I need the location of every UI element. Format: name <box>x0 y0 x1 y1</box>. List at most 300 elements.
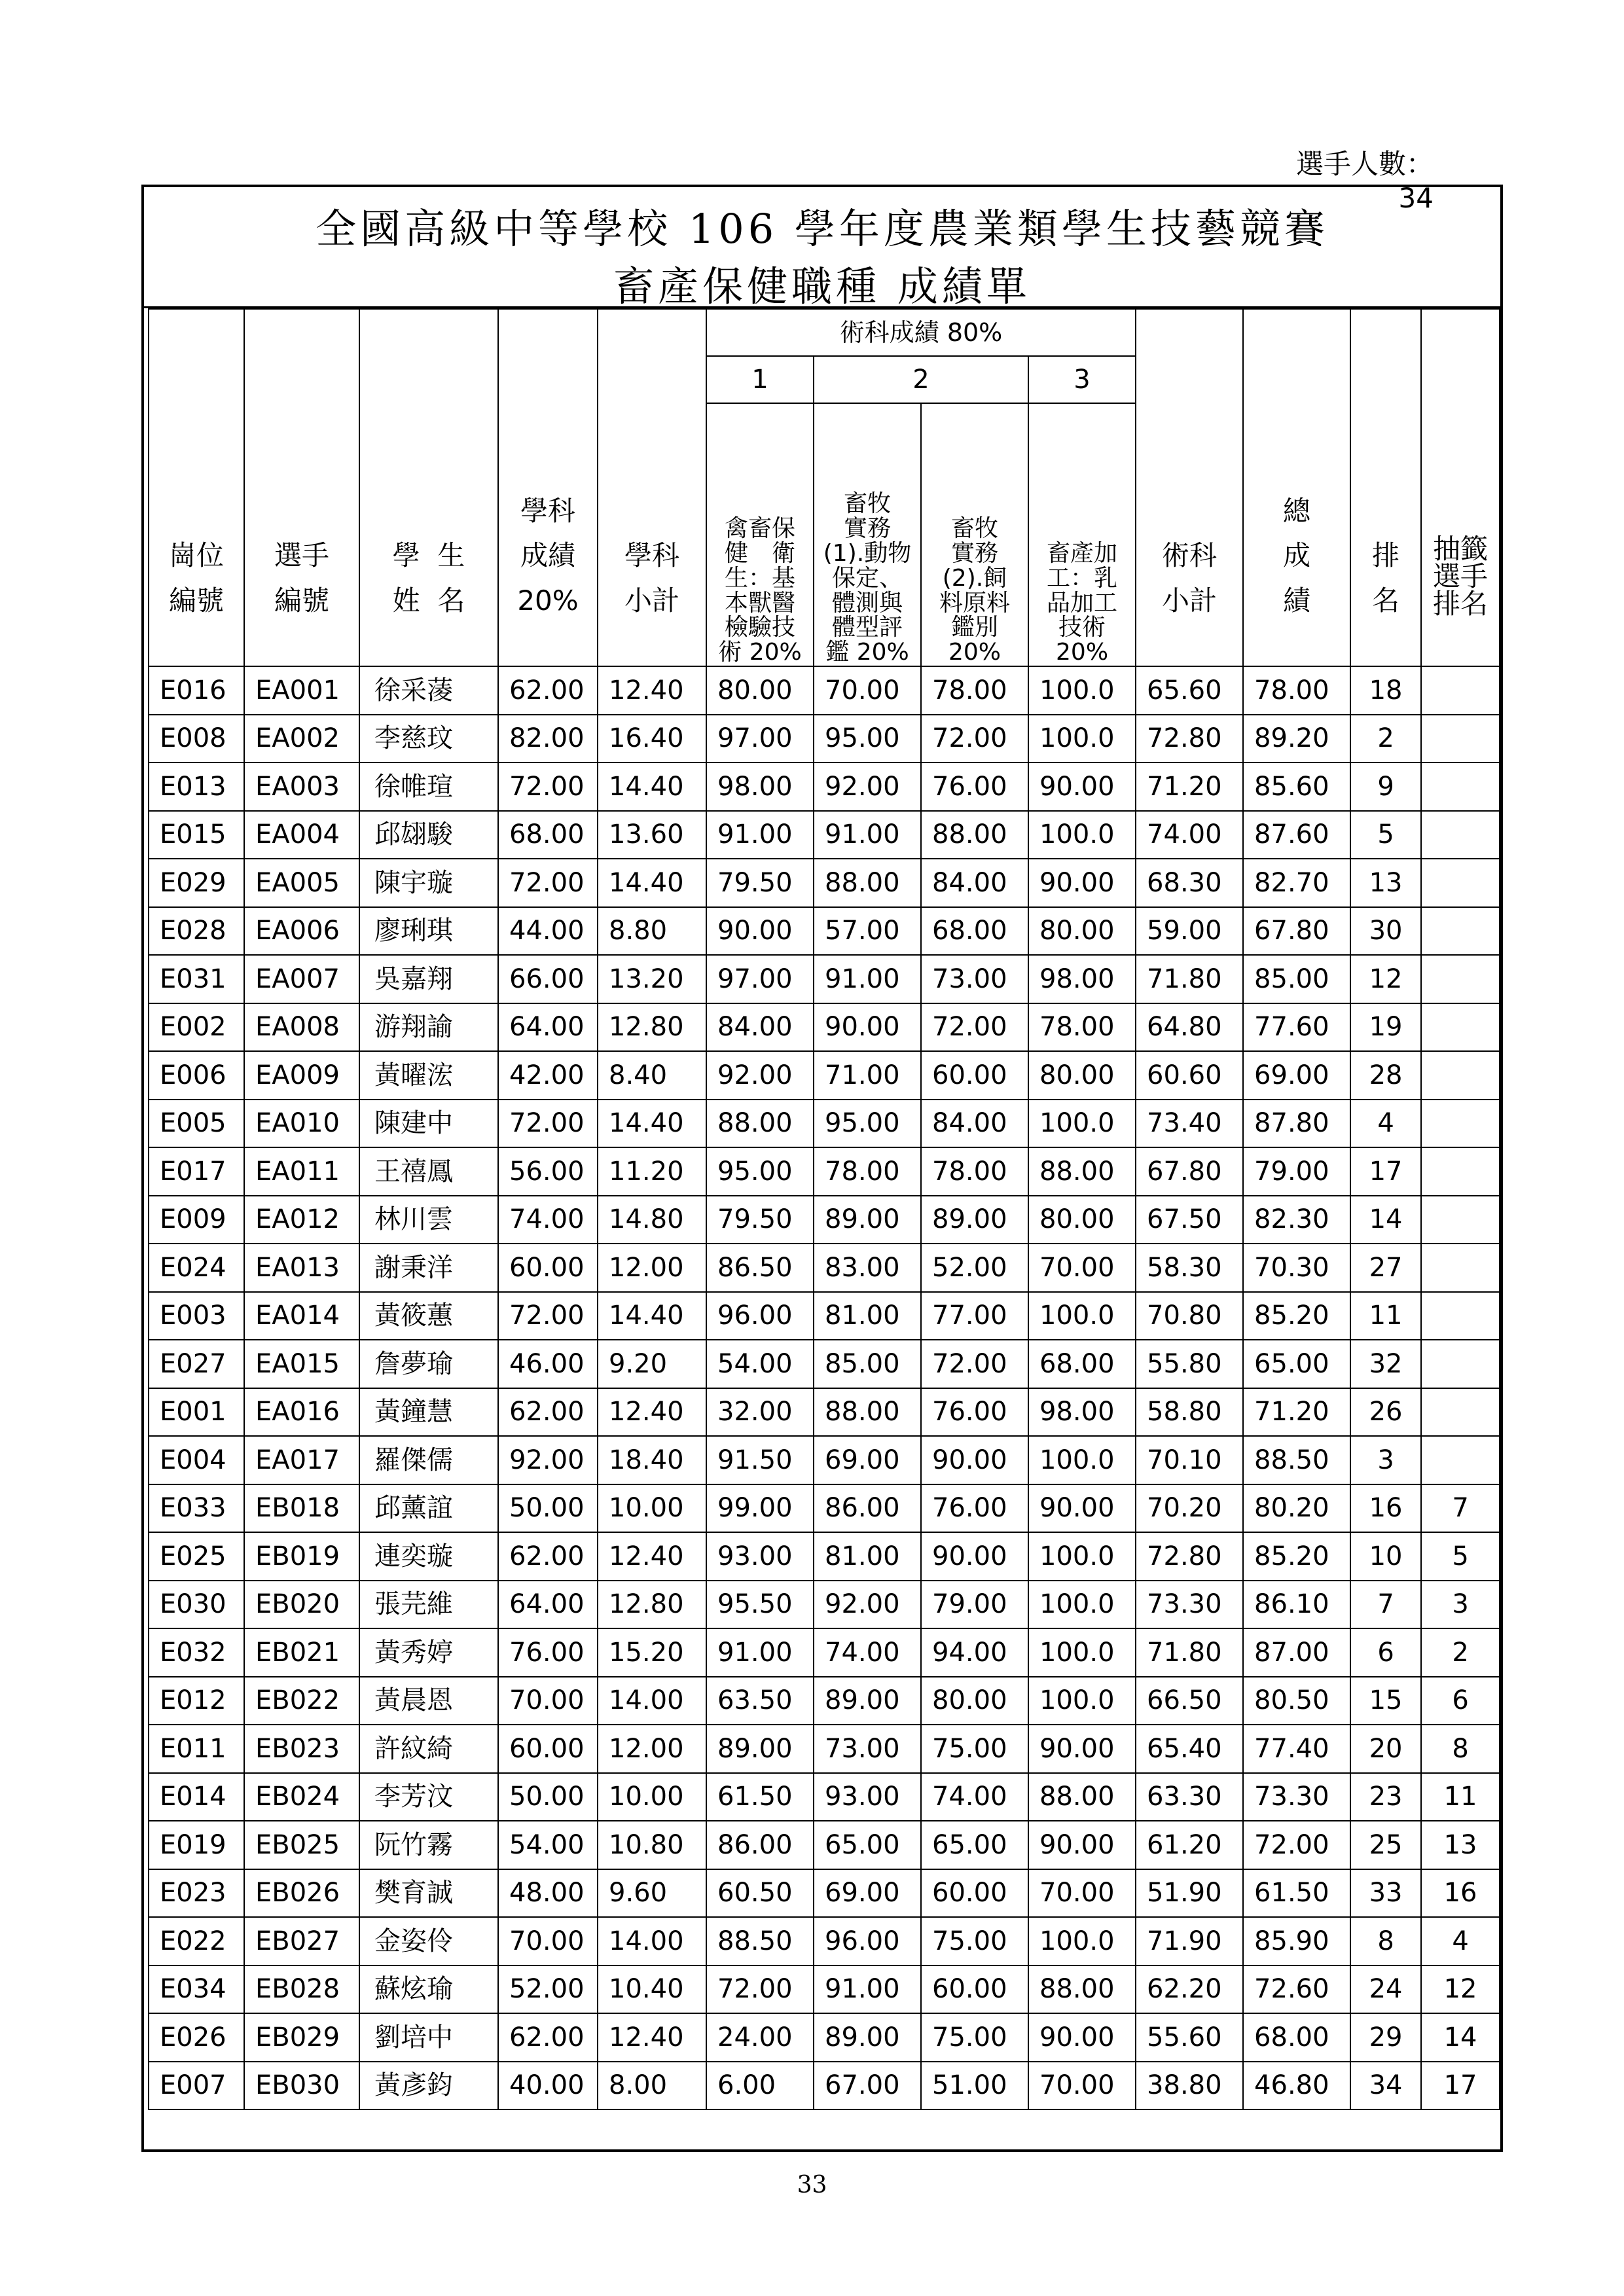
cell-player-no: EA006 <box>244 907 359 956</box>
cell-item2a-score: 96.00 <box>814 1917 921 1965</box>
cell-player-no: EB025 <box>244 1821 359 1869</box>
cell-academic-subtotal: 14.40 <box>598 762 706 811</box>
cell-draw-rank: 2 <box>1421 1628 1500 1677</box>
cell-draw-rank <box>1421 762 1500 811</box>
cell-student-name: 黃晨恩 <box>359 1677 498 1725</box>
cell-practical-subtotal: 51.90 <box>1136 1869 1243 1918</box>
table-row <box>149 715 1500 763</box>
cell-practical-subtotal: 71.90 <box>1136 1917 1243 1965</box>
cell-academic-subtotal: 10.40 <box>598 1965 706 2014</box>
cell-item2a-score: 89.00 <box>814 1677 921 1725</box>
cell-item2b-score: 60.00 <box>921 1869 1028 1918</box>
cell-player-no: EA008 <box>244 1003 359 1052</box>
cell-item2a-score: 69.00 <box>814 1869 921 1918</box>
cell-total-score: 85.60 <box>1243 762 1350 811</box>
cell-post-no: E026 <box>149 2013 244 2062</box>
cell-draw-rank <box>1421 1100 1500 1148</box>
cell-academic-subtotal: 14.40 <box>598 1292 706 1340</box>
cell-academic-subtotal: 9.20 <box>598 1340 706 1388</box>
header-item-3: 3 <box>1028 356 1136 403</box>
cell-academic-subtotal: 12.40 <box>598 1388 706 1437</box>
cell-item2b-score: 77.00 <box>921 1292 1028 1340</box>
cell-player-no: EA001 <box>244 666 359 715</box>
cell-item1-score: 88.50 <box>706 1917 814 1965</box>
cell-post-no: E023 <box>149 1869 244 1918</box>
cell-item2a-score: 91.00 <box>814 1965 921 2014</box>
cell-item2a-score: 73.00 <box>814 1725 921 1773</box>
cell-item1-score: 86.50 <box>706 1244 814 1292</box>
cell-total-score: 65.00 <box>1243 1340 1350 1388</box>
cell-rank: 28 <box>1350 1051 1421 1100</box>
cell-academic-score: 72.00 <box>498 762 598 811</box>
cell-draw-rank: 14 <box>1421 2013 1500 2062</box>
cell-item2a-score: 70.00 <box>814 666 921 715</box>
cell-practical-subtotal: 55.60 <box>1136 2013 1243 2062</box>
cell-item2b-score: 60.00 <box>921 1051 1028 1100</box>
cell-practical-subtotal: 65.40 <box>1136 1725 1243 1773</box>
header-draw-rank: 抽籤 選手 排名 <box>1421 309 1500 666</box>
cell-academic-subtotal: 13.20 <box>598 955 706 1003</box>
cell-practical-subtotal: 67.80 <box>1136 1147 1243 1196</box>
cell-draw-rank: 13 <box>1421 1821 1500 1869</box>
cell-academic-score: 42.00 <box>498 1051 598 1100</box>
cell-practical-subtotal: 71.80 <box>1136 955 1243 1003</box>
cell-draw-rank <box>1421 1388 1500 1437</box>
cell-rank: 7 <box>1350 1581 1421 1629</box>
cell-academic-score: 72.00 <box>498 1292 598 1340</box>
cell-item2a-score: 81.00 <box>814 1292 921 1340</box>
table-row <box>149 1147 1500 1196</box>
cell-practical-subtotal: 67.50 <box>1136 1196 1243 1244</box>
cell-academic-score: 70.00 <box>498 1677 598 1725</box>
cell-item3-score: 70.00 <box>1028 1244 1136 1292</box>
cell-practical-subtotal: 66.50 <box>1136 1677 1243 1725</box>
cell-item2a-score: 57.00 <box>814 907 921 956</box>
cell-item2a-score: 83.00 <box>814 1244 921 1292</box>
cell-total-score: 70.30 <box>1243 1244 1350 1292</box>
table-row <box>149 1244 1500 1292</box>
cell-item1-score: 80.00 <box>706 666 814 715</box>
cell-rank: 8 <box>1350 1917 1421 1965</box>
cell-post-no: E030 <box>149 1581 244 1629</box>
cell-player-no: EB021 <box>244 1628 359 1677</box>
cell-student-name: 林川雲 <box>359 1196 498 1244</box>
cell-item1-score: 92.00 <box>706 1051 814 1100</box>
cell-post-no: E002 <box>149 1003 244 1052</box>
cell-item1-score: 93.00 <box>706 1532 814 1581</box>
table-row <box>149 1532 1500 1581</box>
cell-item2b-score: 73.00 <box>921 955 1028 1003</box>
cell-post-no: E003 <box>149 1292 244 1340</box>
cell-item2a-score: 71.00 <box>814 1051 921 1100</box>
cell-academic-score: 54.00 <box>498 1821 598 1869</box>
cell-draw-rank <box>1421 1051 1500 1100</box>
cell-practical-subtotal: 62.20 <box>1136 1965 1243 2014</box>
table-row <box>149 1340 1500 1388</box>
cell-draw-rank: 4 <box>1421 1917 1500 1965</box>
cell-item3-score: 100.0 <box>1028 1436 1136 1484</box>
cell-item3-score: 100.0 <box>1028 1292 1136 1340</box>
table-row <box>149 907 1500 956</box>
cell-item3-score: 100.0 <box>1028 811 1136 859</box>
cell-student-name: 樊育誠 <box>359 1869 498 1918</box>
cell-item3-score: 98.00 <box>1028 1388 1136 1437</box>
cell-item3-score: 70.00 <box>1028 1869 1136 1918</box>
cell-academic-subtotal: 10.00 <box>598 1484 706 1533</box>
cell-item3-score: 100.0 <box>1028 1628 1136 1677</box>
cell-player-no: EA017 <box>244 1436 359 1484</box>
cell-practical-subtotal: 58.30 <box>1136 1244 1243 1292</box>
cell-rank: 29 <box>1350 2013 1421 2062</box>
cell-academic-subtotal: 11.20 <box>598 1147 706 1196</box>
cell-item1-score: 91.00 <box>706 811 814 859</box>
cell-item2b-score: 74.00 <box>921 1773 1028 1821</box>
page-number: 33 <box>797 2172 827 2198</box>
cell-item3-score: 100.0 <box>1028 1917 1136 1965</box>
cell-item1-score: 63.50 <box>706 1677 814 1725</box>
cell-student-name: 詹夢瑜 <box>359 1340 498 1388</box>
header-total-score: 總 成 績 <box>1243 309 1350 666</box>
cell-post-no: E015 <box>149 811 244 859</box>
cell-draw-rank <box>1421 1003 1500 1052</box>
cell-student-name: 謝秉洋 <box>359 1244 498 1292</box>
cell-player-no: EA010 <box>244 1100 359 1148</box>
cell-item1-score: 97.00 <box>706 955 814 1003</box>
cell-total-score: 46.80 <box>1243 2062 1350 2110</box>
cell-item1-score: 98.00 <box>706 762 814 811</box>
cell-rank: 12 <box>1350 955 1421 1003</box>
cell-draw-rank: 8 <box>1421 1725 1500 1773</box>
cell-draw-rank <box>1421 666 1500 715</box>
table-row <box>149 1388 1500 1437</box>
cell-item3-score: 78.00 <box>1028 1003 1136 1052</box>
cell-academic-subtotal: 14.80 <box>598 1196 706 1244</box>
cell-draw-rank <box>1421 811 1500 859</box>
cell-academic-subtotal: 16.40 <box>598 715 706 763</box>
cell-practical-subtotal: 65.60 <box>1136 666 1243 715</box>
cell-post-no: E006 <box>149 1051 244 1100</box>
cell-item1-score: 84.00 <box>706 1003 814 1052</box>
cell-student-name: 李慈玟 <box>359 715 498 763</box>
cell-student-name: 劉培中 <box>359 2013 498 2062</box>
cell-academic-subtotal: 12.40 <box>598 1532 706 1581</box>
cell-rank: 4 <box>1350 1100 1421 1148</box>
cell-player-no: EA012 <box>244 1196 359 1244</box>
cell-item3-score: 80.00 <box>1028 1196 1136 1244</box>
cell-student-name: 吳嘉翔 <box>359 955 498 1003</box>
cell-item1-score: 96.00 <box>706 1292 814 1340</box>
cell-player-no: EA003 <box>244 762 359 811</box>
cell-academic-score: 62.00 <box>498 1388 598 1437</box>
cell-student-name: 廖琍琪 <box>359 907 498 956</box>
cell-player-no: EB026 <box>244 1869 359 1918</box>
cell-rank: 6 <box>1350 1628 1421 1677</box>
cell-player-no: EA002 <box>244 715 359 763</box>
table-row <box>149 1196 1500 1244</box>
cell-academic-score: 44.00 <box>498 907 598 956</box>
cell-rank: 23 <box>1350 1773 1421 1821</box>
cell-total-score: 85.90 <box>1243 1917 1350 1965</box>
cell-item1-score: 79.50 <box>706 1196 814 1244</box>
header-item2b-desc: 畜牧 實務 (2).飼 料原料 鑑別 20% <box>921 403 1028 666</box>
cell-total-score: 82.30 <box>1243 1196 1350 1244</box>
cell-item3-score: 88.00 <box>1028 1965 1136 2014</box>
cell-item1-score: 24.00 <box>706 2013 814 2062</box>
cell-academic-score: 62.00 <box>498 666 598 715</box>
cell-student-name: 徐采蓤 <box>359 666 498 715</box>
cell-post-no: E009 <box>149 1196 244 1244</box>
cell-practical-subtotal: 38.80 <box>1136 2062 1243 2110</box>
cell-draw-rank: 16 <box>1421 1869 1500 1918</box>
participant-count: 選手人數：34 <box>1295 148 1434 214</box>
cell-total-score: 61.50 <box>1243 1869 1350 1918</box>
cell-item3-score: 98.00 <box>1028 955 1136 1003</box>
cell-total-score: 85.20 <box>1243 1532 1350 1581</box>
table-row <box>149 1051 1500 1100</box>
cell-item1-score: 99.00 <box>706 1484 814 1533</box>
cell-draw-rank <box>1421 955 1500 1003</box>
cell-item2b-score: 72.00 <box>921 715 1028 763</box>
cell-item3-score: 90.00 <box>1028 2013 1136 2062</box>
cell-item2a-score: 92.00 <box>814 1581 921 1629</box>
cell-student-name: 金姿伶 <box>359 1917 498 1965</box>
cell-total-score: 72.00 <box>1243 1821 1350 1869</box>
cell-total-score: 78.00 <box>1243 666 1350 715</box>
table-row <box>149 1725 1500 1773</box>
cell-student-name: 陳建中 <box>359 1100 498 1148</box>
cell-post-no: E019 <box>149 1821 244 1869</box>
cell-item2b-score: 78.00 <box>921 666 1028 715</box>
header-item-2: 2 <box>814 356 1028 403</box>
cell-practical-subtotal: 73.40 <box>1136 1100 1243 1148</box>
cell-total-score: 86.10 <box>1243 1581 1350 1629</box>
cell-draw-rank <box>1421 1196 1500 1244</box>
table-row <box>149 1100 1500 1148</box>
cell-academic-subtotal: 14.40 <box>598 1100 706 1148</box>
cell-academic-subtotal: 14.40 <box>598 859 706 907</box>
cell-rank: 18 <box>1350 666 1421 715</box>
cell-post-no: E004 <box>149 1436 244 1484</box>
cell-rank: 16 <box>1350 1484 1421 1533</box>
table-row <box>149 762 1500 811</box>
cell-item2b-score: 84.00 <box>921 1100 1028 1148</box>
cell-player-no: EA004 <box>244 811 359 859</box>
cell-academic-subtotal: 15.20 <box>598 1628 706 1677</box>
header-item3-desc: 畜產加 工：乳 品加工 技術 20% <box>1028 403 1136 666</box>
cell-rank: 10 <box>1350 1532 1421 1581</box>
cell-practical-subtotal: 73.30 <box>1136 1581 1243 1629</box>
header-academic-score: 學科 成績 20% <box>498 309 598 666</box>
cell-academic-score: 62.00 <box>498 1532 598 1581</box>
cell-item2b-score: 60.00 <box>921 1965 1028 2014</box>
cell-academic-score: 50.00 <box>498 1773 598 1821</box>
cell-item2a-score: 88.00 <box>814 859 921 907</box>
cell-rank: 5 <box>1350 811 1421 859</box>
cell-item2b-score: 76.00 <box>921 762 1028 811</box>
cell-player-no: EB022 <box>244 1677 359 1725</box>
cell-student-name: 連奕璇 <box>359 1532 498 1581</box>
cell-item2b-score: 88.00 <box>921 811 1028 859</box>
table-row <box>149 2013 1500 2062</box>
cell-academic-score: 72.00 <box>498 859 598 907</box>
cell-rank: 24 <box>1350 1965 1421 2014</box>
cell-item2b-score: 76.00 <box>921 1388 1028 1437</box>
cell-item2a-score: 67.00 <box>814 2062 921 2110</box>
cell-item2b-score: 52.00 <box>921 1244 1028 1292</box>
cell-student-name: 游翔諭 <box>359 1003 498 1052</box>
cell-item3-score: 80.00 <box>1028 907 1136 956</box>
cell-item1-score: 88.00 <box>706 1100 814 1148</box>
cell-item1-score: 97.00 <box>706 715 814 763</box>
cell-item2a-score: 74.00 <box>814 1628 921 1677</box>
cell-rank: 3 <box>1350 1436 1421 1484</box>
cell-student-name: 許紋綺 <box>359 1725 498 1773</box>
cell-academic-score: 40.00 <box>498 2062 598 2110</box>
cell-practical-subtotal: 58.80 <box>1136 1388 1243 1437</box>
cell-item3-score: 88.00 <box>1028 1147 1136 1196</box>
cell-rank: 20 <box>1350 1725 1421 1773</box>
cell-total-score: 87.80 <box>1243 1100 1350 1148</box>
cell-total-score: 69.00 <box>1243 1051 1350 1100</box>
cell-draw-rank <box>1421 1147 1500 1196</box>
table-row <box>149 811 1500 859</box>
cell-post-no: E022 <box>149 1917 244 1965</box>
cell-player-no: EB030 <box>244 2062 359 2110</box>
cell-academic-score: 60.00 <box>498 1244 598 1292</box>
cell-total-score: 77.40 <box>1243 1725 1350 1773</box>
document-title: 全國高級中等學校 106 學年度農業類學生技藝競賽 <box>316 205 1329 253</box>
cell-practical-subtotal: 74.00 <box>1136 811 1243 859</box>
cell-total-score: 72.60 <box>1243 1965 1350 2014</box>
cell-draw-rank: 11 <box>1421 1773 1500 1821</box>
cell-item1-score: 91.00 <box>706 1628 814 1677</box>
cell-student-name: 徐帷瑄 <box>359 762 498 811</box>
cell-player-no: EB027 <box>244 1917 359 1965</box>
cell-item3-score: 100.0 <box>1028 666 1136 715</box>
cell-rank: 27 <box>1350 1244 1421 1292</box>
cell-academic-score: 82.00 <box>498 715 598 763</box>
cell-academic-score: 48.00 <box>498 1869 598 1918</box>
cell-item1-score: 72.00 <box>706 1965 814 2014</box>
table-row <box>149 1628 1500 1677</box>
cell-player-no: EB020 <box>244 1581 359 1629</box>
cell-student-name: 王禧鳳 <box>359 1147 498 1196</box>
cell-rank: 33 <box>1350 1869 1421 1918</box>
cell-student-name: 邱翃駿 <box>359 811 498 859</box>
cell-total-score: 85.20 <box>1243 1292 1350 1340</box>
cell-item2b-score: 79.00 <box>921 1581 1028 1629</box>
header-player-no: 選手 編號 <box>244 309 359 666</box>
cell-practical-subtotal: 72.80 <box>1136 1532 1243 1581</box>
header-academic-subtotal: 學科 小計 <box>598 309 706 666</box>
cell-total-score: 87.60 <box>1243 811 1350 859</box>
cell-item2b-score: 76.00 <box>921 1484 1028 1533</box>
cell-academic-subtotal: 12.00 <box>598 1725 706 1773</box>
cell-item2b-score: 51.00 <box>921 2062 1028 2110</box>
cell-total-score: 71.20 <box>1243 1388 1350 1437</box>
cell-academic-subtotal: 8.40 <box>598 1051 706 1100</box>
header-practical-subtotal: 術科 小計 <box>1136 309 1243 666</box>
cell-item2a-score: 85.00 <box>814 1340 921 1388</box>
cell-item3-score: 100.0 <box>1028 1100 1136 1148</box>
cell-item3-score: 90.00 <box>1028 1821 1136 1869</box>
cell-draw-rank: 5 <box>1421 1532 1500 1581</box>
cell-academic-score: 60.00 <box>498 1725 598 1773</box>
cell-practical-subtotal: 68.30 <box>1136 859 1243 907</box>
cell-player-no: EB018 <box>244 1484 359 1533</box>
cell-draw-rank <box>1421 1292 1500 1340</box>
cell-item1-score: 79.50 <box>706 859 814 907</box>
cell-practical-subtotal: 55.80 <box>1136 1340 1243 1388</box>
table-row <box>149 2062 1500 2110</box>
document-subtitle: 畜產保健職種 成績單 <box>613 262 1031 310</box>
cell-draw-rank <box>1421 1436 1500 1484</box>
cell-item3-score: 100.0 <box>1028 1581 1136 1629</box>
cell-item1-score: 95.50 <box>706 1581 814 1629</box>
cell-player-no: EB024 <box>244 1773 359 1821</box>
cell-post-no: E013 <box>149 762 244 811</box>
table-row <box>149 1581 1500 1629</box>
cell-rank: 19 <box>1350 1003 1421 1052</box>
cell-total-score: 77.60 <box>1243 1003 1350 1052</box>
cell-academic-subtotal: 8.80 <box>598 907 706 956</box>
header-rank: 排 名 <box>1350 309 1421 666</box>
cell-item3-score: 90.00 <box>1028 1725 1136 1773</box>
cell-draw-rank: 7 <box>1421 1484 1500 1533</box>
cell-player-no: EA016 <box>244 1388 359 1437</box>
cell-practical-subtotal: 70.20 <box>1136 1484 1243 1533</box>
cell-academic-subtotal: 14.00 <box>598 1677 706 1725</box>
cell-practical-subtotal: 70.80 <box>1136 1292 1243 1340</box>
cell-student-name: 黃彥鈞 <box>359 2062 498 2110</box>
cell-item2b-score: 75.00 <box>921 2013 1028 2062</box>
cell-rank: 32 <box>1350 1340 1421 1388</box>
cell-player-no: EA009 <box>244 1051 359 1100</box>
cell-post-no: E028 <box>149 907 244 956</box>
cell-item3-score: 68.00 <box>1028 1340 1136 1388</box>
cell-item2b-score: 84.00 <box>921 859 1028 907</box>
cell-practical-subtotal: 71.80 <box>1136 1628 1243 1677</box>
header-item1-desc: 禽畜保 健 衛 生：基 本獸醫 檢驗技 術 20% <box>706 403 814 666</box>
cell-item1-score: 61.50 <box>706 1773 814 1821</box>
cell-item2b-score: 90.00 <box>921 1532 1028 1581</box>
cell-academic-score: 72.00 <box>498 1100 598 1148</box>
cell-item2a-score: 95.00 <box>814 715 921 763</box>
cell-academic-score: 52.00 <box>498 1965 598 2014</box>
table-row <box>149 1821 1500 1869</box>
cell-academic-subtotal: 12.80 <box>598 1581 706 1629</box>
cell-post-no: E025 <box>149 1532 244 1581</box>
cell-academic-subtotal: 12.00 <box>598 1244 706 1292</box>
cell-item2b-score: 94.00 <box>921 1628 1028 1677</box>
cell-practical-subtotal: 60.60 <box>1136 1051 1243 1100</box>
cell-player-no: EB028 <box>244 1965 359 2014</box>
table-row <box>149 1677 1500 1725</box>
cell-rank: 14 <box>1350 1196 1421 1244</box>
cell-rank: 15 <box>1350 1677 1421 1725</box>
cell-rank: 17 <box>1350 1147 1421 1196</box>
cell-item3-score: 90.00 <box>1028 859 1136 907</box>
cell-post-no: E007 <box>149 2062 244 2110</box>
cell-item1-score: 89.00 <box>706 1725 814 1773</box>
cell-academic-score: 76.00 <box>498 1628 598 1677</box>
cell-item2a-score: 92.00 <box>814 762 921 811</box>
cell-practical-subtotal: 71.20 <box>1136 762 1243 811</box>
cell-rank: 26 <box>1350 1388 1421 1437</box>
table-row <box>149 1869 1500 1918</box>
cell-student-name: 阮竹霧 <box>359 1821 498 1869</box>
cell-total-score: 80.20 <box>1243 1484 1350 1533</box>
